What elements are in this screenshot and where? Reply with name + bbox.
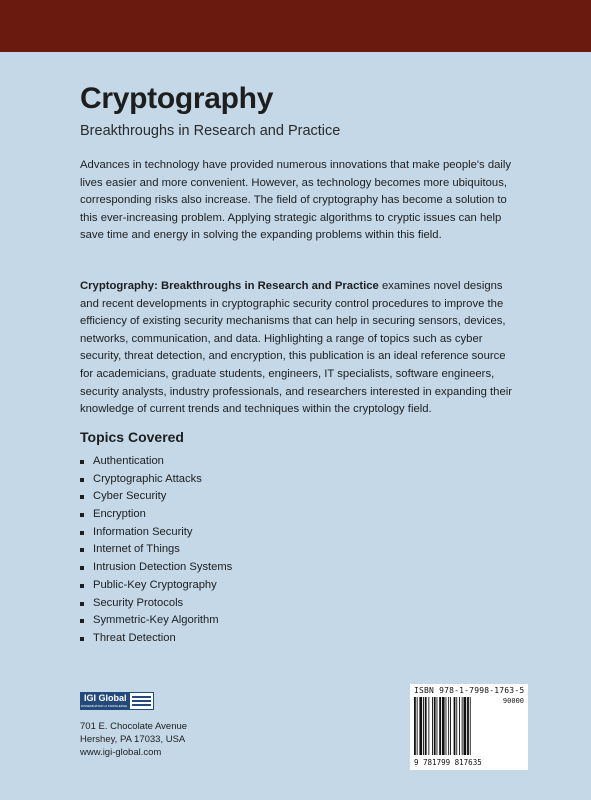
- publisher-logo-tagline: DISSEMINATOR of KNOWLEDGE: [81, 704, 127, 708]
- description-paragraph-1: Advances in technology have provided numerous innovations that make people's daily lives easier and more convenient. However, as technology becomes more ubiquitous, corresponding risks also increase. The field of cryptography has become a solution to this ever-increasing problem. Applying strategic algorithms to cryptic issues can help save time and energy in solving the expanding problems within this field.: [80, 159, 512, 242]
- description-paragraph-2-text: examines novel designs and recent developments in cryptographic security control procedures to improve the efficiency of existing security mechanisms that can help in securing sensors, devices, networks, communication, and data. Highlighting a range of topics such as cyber security, threat detection, and encryption, this publication is an ideal reference source for academicians, graduate students, engineers, IT specialists, software engineers, security analysts, industry professionals, and researchers interested in expanding their knowledge of current trends and techniques within the cryptology field.: [80, 280, 513, 416]
- topic-item: Symmetric-Key Algorithm: [80, 612, 232, 630]
- isbn-text: ISBN 978-1-7998-1763-5: [414, 686, 525, 695]
- topic-item: Internet of Things: [80, 541, 232, 559]
- bullet-icon: [80, 513, 84, 517]
- publisher-address: [80, 720, 187, 759]
- topic-item: Encryption: [80, 506, 232, 524]
- logo-stripes-icon: [130, 693, 153, 709]
- bullet-icon: [80, 619, 84, 623]
- publisher-logo: [80, 692, 154, 710]
- topic-item: Intrusion Detection Systems: [80, 559, 232, 577]
- topic-item: Cyber Security: [80, 488, 232, 506]
- address-line-1: 701 E. Chocolate Avenue: [80, 721, 188, 732]
- topic-item: Information Security: [80, 524, 232, 542]
- topic-item: Security Protocols: [80, 595, 232, 613]
- barcode-icon: [414, 697, 496, 757]
- book-title: Cryptography: [80, 82, 274, 115]
- topics-heading: Topics Covered: [80, 429, 184, 445]
- bullet-icon: [80, 478, 84, 482]
- barcode-number: 9 781799 817635: [414, 758, 482, 767]
- topic-item: Public-Key Cryptography: [80, 577, 232, 595]
- topic-item: Cryptographic Attacks: [80, 471, 232, 489]
- bullet-icon: [80, 566, 84, 570]
- bullet-icon: [80, 602, 84, 606]
- publisher-website: www.igi-global.com: [80, 747, 162, 758]
- bullet-icon: [80, 637, 84, 641]
- book-title-inline: Cryptography: Breakthroughs in Research and Practice: [80, 280, 379, 292]
- bullet-icon: [80, 531, 84, 535]
- topic-item: Authentication: [80, 453, 232, 471]
- top-color-band: [0, 0, 591, 52]
- book-subtitle: Breakthroughs in Research and Practice: [80, 123, 341, 139]
- bullet-icon: [80, 495, 84, 499]
- price-code: 90000: [502, 697, 524, 705]
- barcode-box: [410, 684, 528, 770]
- bullet-icon: [80, 548, 84, 552]
- bullet-icon: [80, 584, 84, 588]
- topic-item: Threat Detection: [80, 630, 232, 648]
- topics-list: [80, 453, 232, 648]
- bullet-icon: [80, 460, 84, 464]
- publisher-logo-text: IGI Global: [81, 693, 130, 709]
- address-line-2: Hershey, PA 17033, USA: [80, 734, 186, 745]
- description-paragraph-2: [80, 278, 520, 419]
